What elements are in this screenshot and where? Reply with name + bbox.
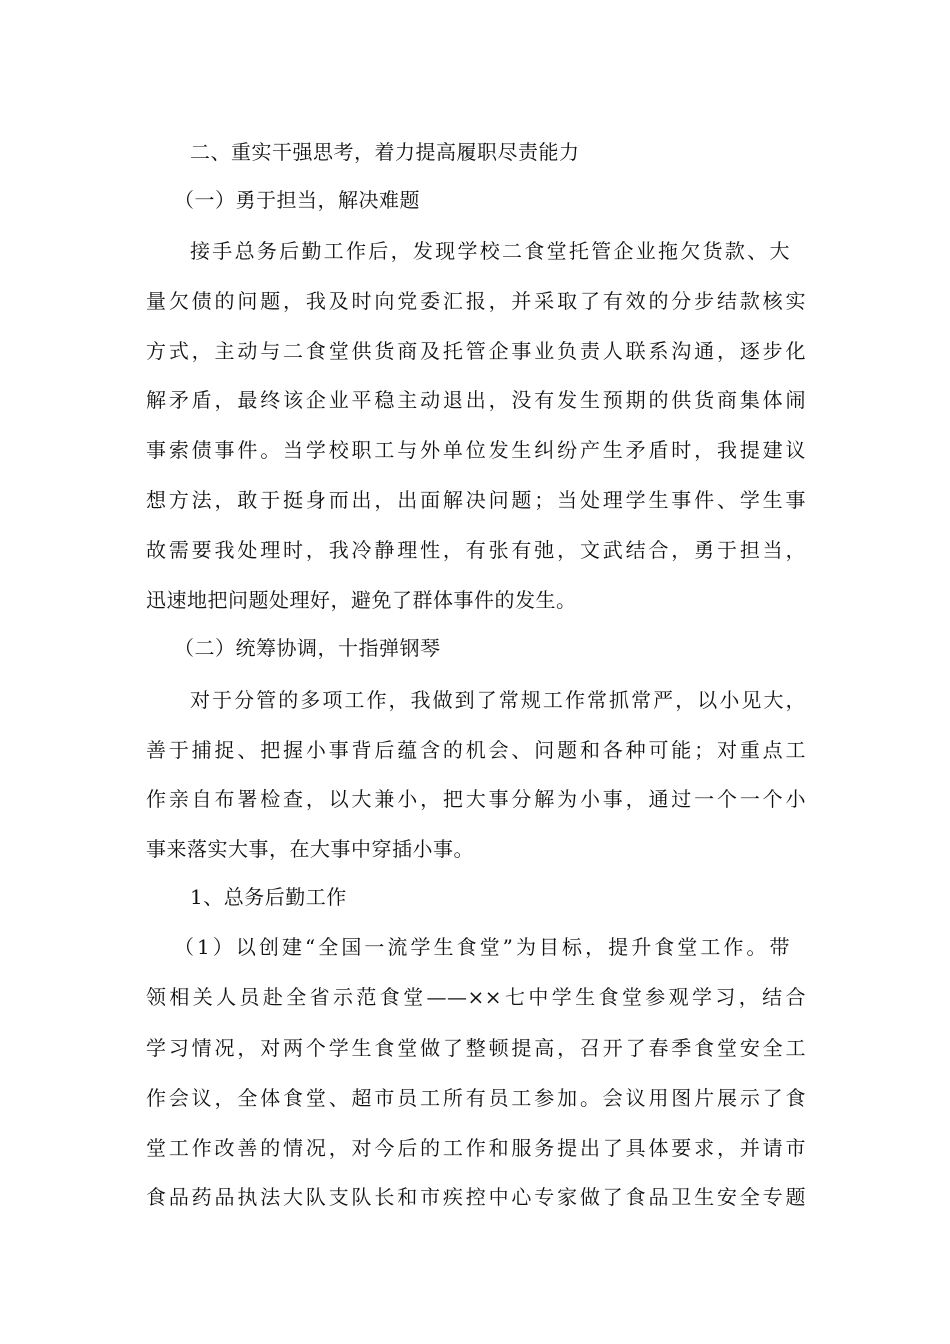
item-heading: 1、总务后勤工作 bbox=[190, 885, 347, 909]
paragraph-line: 想方法，敢于挺身而出，出面解决问题；当处理学生事件、学生事 bbox=[146, 488, 806, 512]
paragraph-line: 接手总务后勤工作后，发现学校二食堂托管企业拖欠货款、大 bbox=[190, 239, 790, 263]
paragraph-line: 堂工作改善的情况，对今后的工作和服务提出了具体要求，并请市 bbox=[146, 1136, 806, 1160]
paragraph-line: 解矛盾，最终该企业平稳主动退出，没有发生预期的供货商集体闹 bbox=[146, 388, 806, 412]
paragraph-line: 方式，主动与二食堂供货商及托管企事业负责人联系沟通，逐步化 bbox=[146, 339, 806, 363]
section-heading: 二、重实干强思考，着力提高履职尽责能力 bbox=[190, 140, 580, 164]
paragraph-line: （1）以创建“全国一流学生食堂”为目标，提升食堂工作。带 bbox=[174, 935, 790, 959]
paragraph-line: 学习情况，对两个学生食堂做了整顿提高，召开了春季食堂安全工 bbox=[146, 1036, 806, 1060]
subsection-heading-2: （二）统筹协调，十指弹钢琴 bbox=[174, 636, 441, 660]
paragraph-line: 故需要我处理时，我冷静理性，有张有弛，文武结合，勇于担当， bbox=[146, 538, 806, 562]
paragraph-line: 作亲自布署检查，以大兼小，把大事分解为小事，通过一个一个小 bbox=[146, 787, 806, 811]
paragraph-line: 作会议，全体食堂、超市员工所有员工参加。会议用图片展示了食 bbox=[146, 1086, 806, 1110]
paragraph-line: 善于捕捉、把握小事背后蕴含的机会、问题和各种可能；对重点工 bbox=[146, 738, 806, 762]
paragraph-line: 事来落实大事，在大事中穿插小事。 bbox=[146, 837, 474, 861]
paragraph-line: 量欠债的问题，我及时向党委汇报，并采取了有效的分步结款核实 bbox=[146, 289, 806, 313]
paragraph-line: 迅速地把问题处理好，避免了群体事件的发生。 bbox=[146, 588, 577, 612]
paragraph-line: 事索债事件。当学校职工与外单位发生纠纷产生矛盾时，我提建议 bbox=[146, 438, 806, 462]
paragraph-line: 对于分管的多项工作，我做到了常规工作常抓常严，以小见大， bbox=[190, 688, 806, 712]
subsection-heading-1: （一）勇于担当，解决难题 bbox=[174, 188, 420, 212]
paragraph-line: 领相关人员赴全省示范食堂——××七中学生食堂参观学习，结合 bbox=[146, 985, 806, 1009]
paragraph-line: 食品药品执法大队支队长和市疾控中心专家做了食品卫生安全专题 bbox=[146, 1185, 806, 1209]
